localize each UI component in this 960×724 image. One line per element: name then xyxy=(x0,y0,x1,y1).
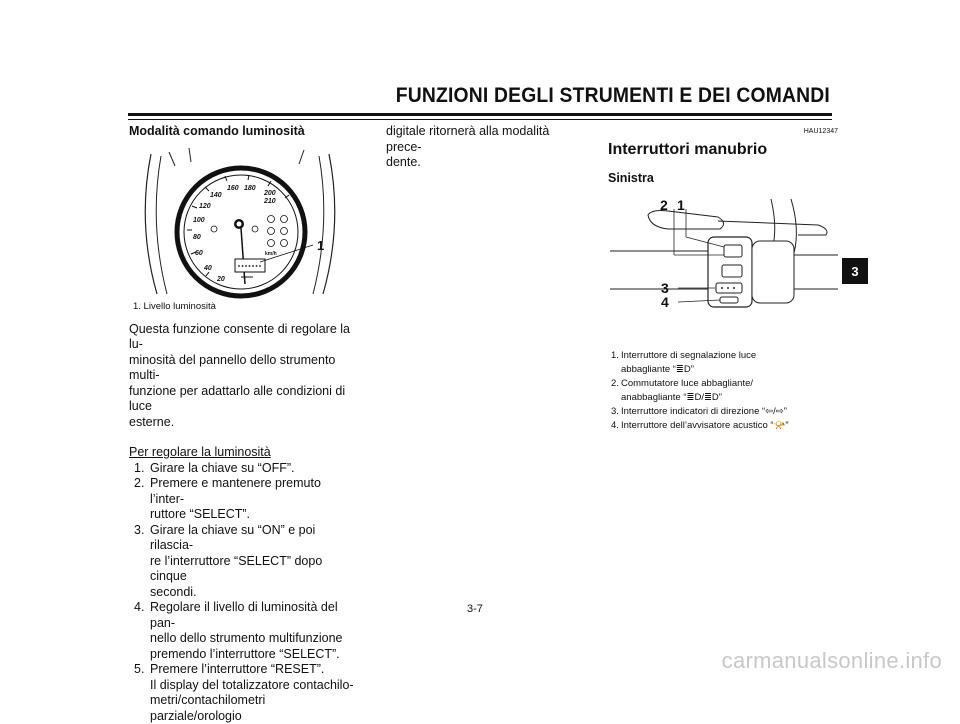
callout-number: 4 xyxy=(661,294,669,310)
caption-number: 3. xyxy=(611,405,619,419)
step-line: ruttore “SELECT”. xyxy=(150,507,355,523)
caption-number: 4. xyxy=(611,419,619,433)
speed-label: 160 xyxy=(227,185,239,192)
list-item xyxy=(129,662,355,724)
caption-line: Interruttore indicatori di direzione “⇦/⇨” xyxy=(621,405,838,419)
step-line: Girare la chiave su “OFF”. xyxy=(150,461,355,477)
speed-label: 100 xyxy=(193,217,205,224)
step-line: secondi. xyxy=(150,585,355,601)
caption-number: 1. xyxy=(611,349,619,363)
speed-label: 60 xyxy=(195,250,203,257)
speed-label: 120 xyxy=(199,203,211,210)
step-number: 1. xyxy=(134,461,144,477)
reference-code: HAU12347 xyxy=(608,124,838,140)
page-title: FUNZIONI DEGLI STRUMENTI E DEI COMANDI xyxy=(396,84,830,108)
callout-number: 1 xyxy=(317,238,324,253)
speedometer-illustration xyxy=(129,144,355,299)
left-column xyxy=(129,124,355,724)
list-item xyxy=(608,405,838,419)
unit-label: km/h xyxy=(265,251,277,257)
figure-caption: 1. Livello luminosità xyxy=(129,301,355,313)
speed-label: 20 xyxy=(216,276,225,283)
step-line: metri/contachilometri parziale/orologio xyxy=(150,693,355,724)
list-item xyxy=(608,419,838,433)
text-line: Questa funzione consente di regolare la lu- xyxy=(129,322,355,353)
caption-line: Interruttore dell’avvisatore acustico “📯” xyxy=(621,419,838,433)
section-heading-brightness: Modalità comando luminosità xyxy=(129,124,355,140)
step-line: Regolare il livello di luminosità del pan- xyxy=(150,600,355,631)
step-line: nello dello strumento multifunzione xyxy=(150,631,355,647)
page-number: 3-7 xyxy=(467,603,483,615)
speed-label: 210 xyxy=(263,198,276,205)
step-number: 5. xyxy=(134,662,144,678)
section-heading-handlebar: Interruttori manubrio xyxy=(608,142,838,158)
list-item xyxy=(129,600,355,662)
caption-line: abbagliante “≣D” xyxy=(621,363,838,377)
procedure-subheading: Per regolare la luminosità xyxy=(129,445,355,461)
callout-number: 3 xyxy=(661,280,669,296)
caption-line: Interruttore di segnalazione luce xyxy=(621,349,838,363)
step-line: premendo l’interruttore “SELECT”. xyxy=(150,647,355,663)
handlebar-switch-illustration xyxy=(608,189,838,339)
callout-number: 2 xyxy=(660,197,668,213)
list-item xyxy=(608,349,838,377)
caption-line: Commutatore luce abbagliante/ xyxy=(621,377,838,391)
chapter-tab[interactable]: 3 xyxy=(842,258,868,284)
step-line: Premere l’interruttore “RESET”. xyxy=(150,662,355,678)
text-line: esterne. xyxy=(129,415,355,431)
text-line: minosità del pannello dello strumento multi- xyxy=(129,353,355,384)
intro-paragraph xyxy=(129,322,355,431)
callout-number: 1 xyxy=(677,197,685,213)
subsection-heading-left: Sinistra xyxy=(608,171,838,187)
speed-label: 80 xyxy=(193,234,201,241)
caption-number: 2. xyxy=(611,377,619,391)
title-rule xyxy=(128,113,832,116)
list-item xyxy=(608,377,838,405)
speed-label: 140 xyxy=(210,192,222,199)
step-line: Il display del totalizzatore contachilo- xyxy=(150,678,355,694)
list-item xyxy=(129,523,355,601)
handlebar-switch-figure xyxy=(608,189,838,339)
step-number: 3. xyxy=(134,523,144,539)
step-line: Premere e mantenere premuto l’inter- xyxy=(150,476,355,507)
step-line: Girare la chiave su “ON” e poi rilascia- xyxy=(150,523,355,554)
speed-label: 180 xyxy=(244,185,256,192)
step-number: 2. xyxy=(134,476,144,492)
step-line: re l’interruttore “SELECT” dopo cinque xyxy=(150,554,355,585)
text-line: digitale ritornerà alla modalità prece- xyxy=(386,124,586,155)
middle-column xyxy=(386,124,586,171)
right-column xyxy=(608,124,838,433)
step-number: 4. xyxy=(134,600,144,616)
caption-line: anabbagliante “≣D/≣D” xyxy=(621,391,838,405)
speed-label: 200 xyxy=(263,190,276,197)
text-line: funzione per adattarlo alle condizioni di luce xyxy=(129,384,355,415)
text-line: dente. xyxy=(386,155,586,171)
speedometer-figure xyxy=(129,144,355,299)
list-item xyxy=(129,476,355,523)
switch-captions xyxy=(608,349,838,433)
title-rule-thin xyxy=(128,119,832,120)
watermark-link[interactable]: carmanualsonline.info xyxy=(722,648,942,674)
speed-label: 40 xyxy=(203,265,212,272)
list-item xyxy=(129,461,355,477)
procedure-steps xyxy=(129,461,355,724)
